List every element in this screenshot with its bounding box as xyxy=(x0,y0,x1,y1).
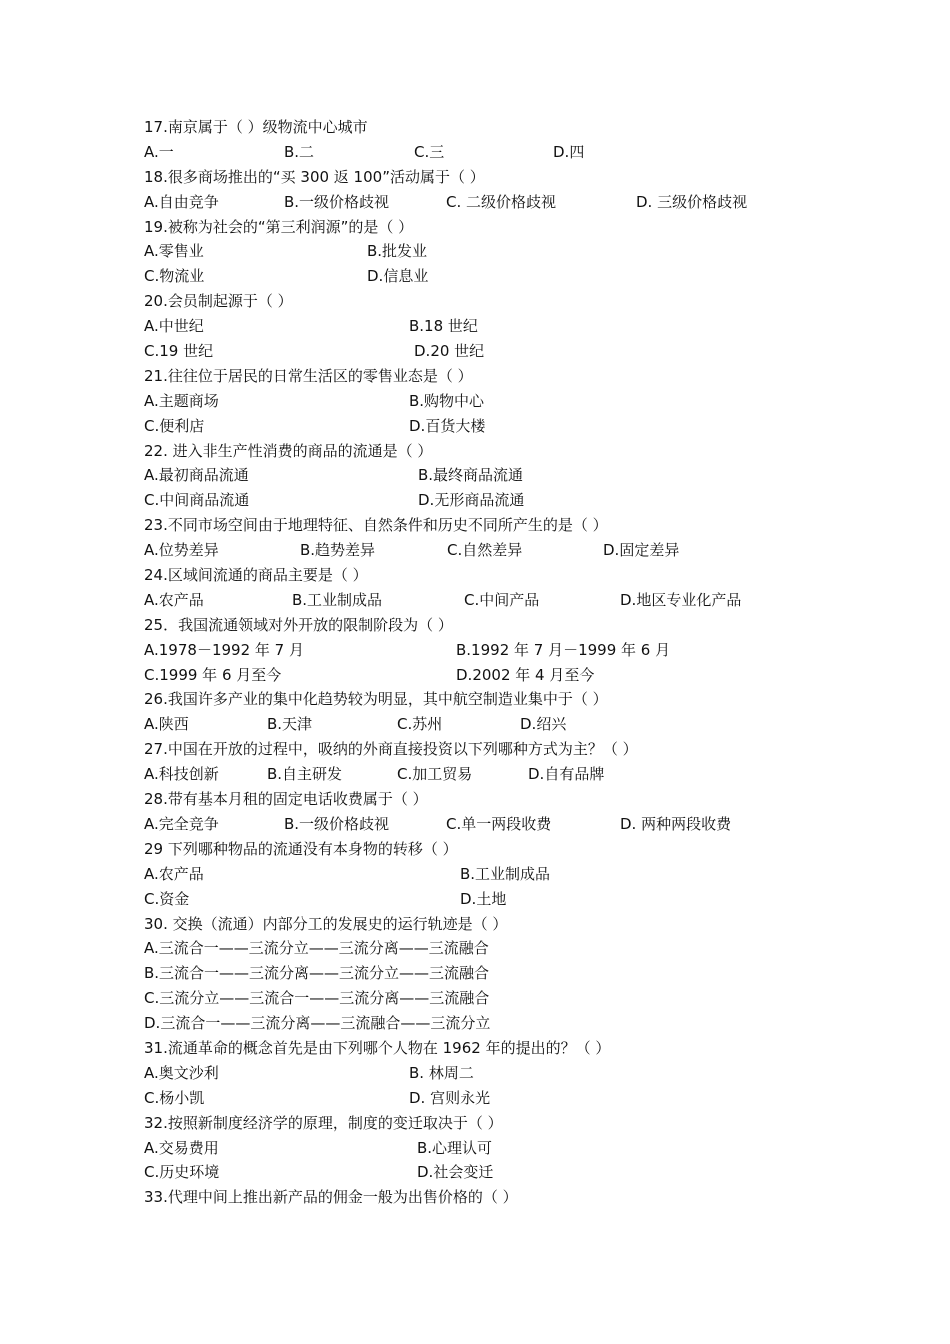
answer-option: D.社会变迁 xyxy=(417,1163,494,1182)
option-row xyxy=(144,588,844,613)
answer-option: A.科技创新 xyxy=(144,765,219,784)
answer-option: D.百货大楼 xyxy=(409,416,486,435)
option-row xyxy=(144,887,844,912)
option-row xyxy=(144,538,844,563)
answer-option: A.自由竞争 xyxy=(144,192,219,211)
answer-option: D.信息业 xyxy=(367,267,429,286)
question-stem: 32.按照新制度经济学的原理，制度的变迁取决于（ ） xyxy=(144,1113,503,1132)
answer-option: C.中间产品 xyxy=(464,590,540,609)
answer-option: B.工业制成品 xyxy=(460,864,551,883)
question-stem: 19.被称为社会的“第三利润源”的是（ ） xyxy=(144,217,414,236)
answer-option: C.自然差异 xyxy=(447,541,523,560)
answer-option: D.20 世纪 xyxy=(414,342,485,361)
answer-option: B.18 世纪 xyxy=(409,317,478,336)
answer-option: A.主题商场 xyxy=(144,391,219,410)
answer-option: C.19 世纪 xyxy=(144,342,214,361)
answer-option: D.三流合一——三流分离——三流融合——三流分立 xyxy=(144,1014,491,1033)
option-row xyxy=(144,663,844,688)
answer-option: D.四 xyxy=(553,142,585,161)
answer-option: B.购物中心 xyxy=(409,391,485,410)
answer-option: B.心理认可 xyxy=(417,1138,493,1157)
option-row xyxy=(144,638,844,663)
answer-option: D. 宫则永光 xyxy=(409,1088,491,1107)
answer-option: B.1992 年 7 月－1999 年 6 月 xyxy=(456,640,671,659)
answer-option: D.2002 年 4 月至今 xyxy=(456,665,595,684)
answer-option: C.杨小凯 xyxy=(144,1088,205,1107)
option-row xyxy=(144,140,844,165)
answer-option: B.天津 xyxy=(267,715,313,734)
option-row xyxy=(144,862,844,887)
answer-option: B.一级价格歧视 xyxy=(284,814,390,833)
answer-option: B.工业制成品 xyxy=(292,590,383,609)
answer-option: D.固定差异 xyxy=(603,541,680,560)
answer-option: B.二 xyxy=(284,142,315,161)
option-row xyxy=(144,314,844,339)
option-row xyxy=(144,961,844,986)
answer-option: D. 两种两段收费 xyxy=(620,814,732,833)
question-stem: 28.带有基本月租的固定电话收费属于（ ） xyxy=(144,790,428,809)
option-row xyxy=(144,190,844,215)
answer-option: A.陕西 xyxy=(144,715,189,734)
answer-option: A.1978－1992 年 7 月 xyxy=(144,640,304,659)
option-row xyxy=(144,762,844,787)
question-stem: 17.南京属于（ ）级物流中心城市 xyxy=(144,118,368,136)
answer-option: B.一级价格歧视 xyxy=(284,192,390,211)
option-row xyxy=(144,239,844,264)
answer-option: A.位势差异 xyxy=(144,541,219,560)
answer-option: A.农产品 xyxy=(144,864,204,883)
option-row xyxy=(144,812,844,837)
answer-option: D.地区专业化产品 xyxy=(620,590,742,609)
answer-option: A.农产品 xyxy=(144,590,204,609)
option-row xyxy=(144,488,844,513)
question-stem: 27.中国在开放的过程中，吸纳的外商直接投资以下列哪种方式为主？（ ） xyxy=(144,740,638,759)
answer-option: C.1999 年 6 月至今 xyxy=(144,665,282,684)
answer-option: A.零售业 xyxy=(144,242,204,261)
answer-option: D.绍兴 xyxy=(520,715,567,734)
answer-option: A.中世纪 xyxy=(144,317,204,336)
question-stem: 21.往往位于居民的日常生活区的零售业态是（ ） xyxy=(144,366,473,385)
question-stem: 22. 进入非生产性消费的商品的流通是（ ） xyxy=(144,441,433,460)
question-stem: 29 下列哪种物品的流通没有本身物的转移（ ） xyxy=(144,839,458,858)
answer-option: A.交易费用 xyxy=(144,1138,219,1157)
option-row xyxy=(144,936,844,961)
answer-option: B.最终商品流通 xyxy=(418,466,524,485)
answer-option: C.苏州 xyxy=(397,715,443,734)
answer-option: C.历史环境 xyxy=(144,1163,220,1182)
answer-option: A.三流合一——三流分立——三流分离——三流融合 xyxy=(144,939,489,958)
answer-option: D.土地 xyxy=(460,889,507,908)
option-row xyxy=(144,389,844,414)
option-row xyxy=(144,1160,844,1185)
answer-option: B.批发业 xyxy=(367,242,428,261)
answer-option: C.三 xyxy=(414,142,445,161)
option-row xyxy=(144,1136,844,1161)
option-row xyxy=(144,264,844,289)
answer-option: D.自有品牌 xyxy=(528,765,605,784)
answer-option: B. 林周二 xyxy=(409,1063,474,1082)
answer-option: C.物流业 xyxy=(144,267,205,286)
question-stem: 24.区域间流通的商品主要是（ ） xyxy=(144,566,368,585)
answer-option: A.完全竞争 xyxy=(144,814,219,833)
answer-option: C.中间商品流通 xyxy=(144,491,250,510)
option-row xyxy=(144,1011,844,1036)
answer-option: C.三流分立——三流合一——三流分离——三流融合 xyxy=(144,989,490,1008)
question-stem: 23.不同市场空间由于地理特征、自然条件和历史不同所产生的是（ ） xyxy=(144,516,608,535)
question-stem: 25．我国流通领域对外开放的限制阶段为（ ） xyxy=(144,615,453,634)
option-row xyxy=(144,1086,844,1111)
answer-option: B.趋势差异 xyxy=(300,541,376,560)
answer-option: C. 二级价格歧视 xyxy=(446,192,557,211)
answer-option: C.资金 xyxy=(144,889,190,908)
question-stem: 30. 交换（流通）内部分工的发展史的运行轨迹是（ ） xyxy=(144,914,508,933)
answer-option: D.无形商品流通 xyxy=(418,491,525,510)
question-stem: 18.很多商场推出的“买 300 返 100”活动属于（ ） xyxy=(144,167,485,186)
option-row xyxy=(144,712,844,737)
answer-option: C.加工贸易 xyxy=(397,765,473,784)
exam-question-list xyxy=(144,115,844,1210)
answer-option: D. 三级价格歧视 xyxy=(636,192,748,211)
answer-option: B.自主研发 xyxy=(267,765,343,784)
question-stem: 31.流通革命的概念首先是由下列哪个人物在 1962 年的提出的？（ ） xyxy=(144,1038,611,1057)
option-row xyxy=(144,463,844,488)
question-stem: 33.代理中间上推出新产品的佣金一般为出售价格的（ ） xyxy=(144,1188,518,1207)
answer-option: A.一 xyxy=(144,142,174,161)
option-row xyxy=(144,1061,844,1086)
answer-option: B.三流合一——三流分离——三流分立——三流融合 xyxy=(144,964,490,983)
question-stem: 26.我国许多产业的集中化趋势较为明显，其中航空制造业集中于（ ） xyxy=(144,690,608,709)
question-stem: 20.会员制起源于（ ） xyxy=(144,292,293,311)
answer-option: A.最初商品流通 xyxy=(144,466,249,485)
option-row xyxy=(144,414,844,439)
option-row xyxy=(144,986,844,1011)
option-row xyxy=(144,339,844,364)
answer-option: C.便利店 xyxy=(144,416,205,435)
answer-option: A.奥文沙利 xyxy=(144,1063,219,1082)
answer-option: C.单一两段收费 xyxy=(446,814,552,833)
